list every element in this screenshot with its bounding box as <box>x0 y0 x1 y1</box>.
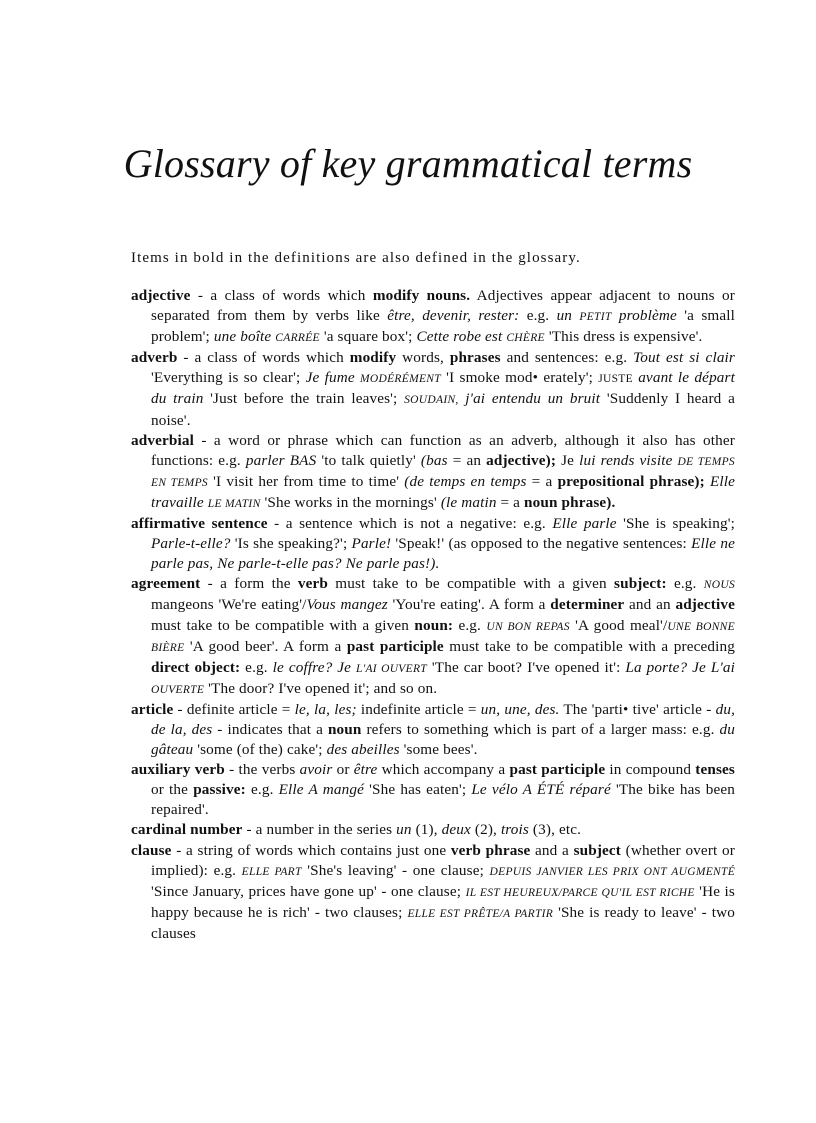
entry-term: affirmative sentence <box>131 515 268 533</box>
page-title: Glossary of key grammatical terms <box>123 141 693 186</box>
glossary-entry-adjective: adjective - a class of words which modify nouns. Adjectives appear adjacent to nouns or separated from them by verbs like être, devenir, rester: e.g. un PETIT problème 'a small problem'; une boîte CARRÉE 'a square box'; Cette robe est CHÈRE 'This dress is expensive'. <box>131 287 736 346</box>
cross-ref: modify <box>349 349 397 367</box>
entry-term: auxiliary verb <box>131 761 225 779</box>
cross-ref: direct object: <box>151 658 241 676</box>
cross-ref: past participle <box>346 637 444 655</box>
cross-ref: past participle <box>509 761 606 779</box>
cross-ref: verb <box>297 575 329 593</box>
cross-ref: determiner <box>550 596 625 614</box>
cross-ref: tenses <box>695 761 735 779</box>
cross-ref: noun <box>327 720 362 738</box>
entry-term: article <box>131 700 174 718</box>
cross-ref: prepositional phrase); <box>557 472 705 490</box>
cross-ref: adjective); <box>486 451 557 469</box>
glossary-entry-cardinal-number: cardinal number - a number in the series un (1), deux (2), trois (3), etc. <box>131 821 582 839</box>
entry-term: adverb <box>131 349 178 367</box>
cross-ref: adjective <box>675 596 736 614</box>
cross-ref: noun: <box>414 616 454 634</box>
cross-ref: subject: <box>614 575 667 593</box>
entry-term: adverbial <box>131 431 194 449</box>
entry-term: cardinal number <box>131 821 243 839</box>
cross-ref: subject <box>573 841 622 859</box>
entry-term: agreement <box>131 575 201 593</box>
glossary-entry-clause: clause - a string of words which contains just one verb phrase and a subject (whether overt or implied): e.g. ELLE PART 'She's leaving' - one clause; DEPUIS JANVIER LES PRIX ONT AUGMENTÉ 'Since January, prices have gone up' - one clause; IL EST HEUREUX/PARCE QU'IL EST RICHE 'He is happy because he is rich' - two clauses; ELLE EST PRÊTE/A PARTIR 'She is ready to leave' - two clauses <box>131 841 736 942</box>
glossary-entry-adverb: adverb - a class of words which modify words, phrases and sentences: e.g. Tout est si clair 'Everything is so clear'; Je fume MODÉRÉMENT 'I smoke mod• erately'; JUSTE avant le départ du train 'Just before the train leaves'; SOUDAIN, j'ai entendu un bruit 'Suddenly I heard a noise'. <box>131 349 735 429</box>
cross-ref: passive: <box>193 781 246 799</box>
cross-ref: phrases <box>449 349 501 367</box>
entry-term: clause <box>131 841 172 859</box>
glossary-entry-article: article - definite article = le, la, les; indefinite article = un, une, des. The 'parti• tive' article - du, de la, des - indicates that a noun refers to something which is part of a larger mass: e.g. du gâteau 'some (of the) cake'; des abeilles 'some bees'. <box>131 700 736 759</box>
entry-term: adjective <box>131 287 191 304</box>
glossary-entry-affirmative-sentence: affirmative sentence - a sentence which is not a negative: e.g. Elle parle 'She is speaking'; Parle-t-elle? 'Is she speaking?'; Parle! 'Speak!' (as opposed to the negative sentences: Elle ne parle pas, Ne parle-t-elle pas? Ne parle pas!). <box>131 515 736 573</box>
cross-ref: verb phrase <box>450 841 531 859</box>
cross-ref: noun phrase). <box>524 493 616 511</box>
cross-ref: modify nouns. <box>372 287 471 304</box>
glossary-entry-adverbial: adverbial - a word or phrase which can function as an adverb, although it also has other functions: e.g. parler BAS 'to talk quietly' (bas = an adjective); Je lui rends visite DE TEMPS EN TEMPS 'I visit her from time to time' (de temps en temps = a prepositional phrase); Elle travaille LE MATIN 'She works in the mornings' (le matin = a noun phrase). <box>131 431 736 511</box>
glossary-entries <box>131 286 735 944</box>
intro-note: Items in bold in the definitions are also defined in the glossary. <box>131 250 581 266</box>
glossary-entry-agreement: agreement - a form the verb must take to be compatible with a given subject: e.g. NOUS mangeons 'We're eating'/Vous mangez 'You're eating'. A form a determiner and an adjective must take to be compatible with a given noun: e.g. UN BON REPAS 'A good meal'/UNE BONNE BIÈRE 'A good beer'. A form a past participle must take to be compatible with a preceding direct object: e.g. le coffre? Je L'AI OUVERT 'The car boot? I've opened it': La porte? Je L'ai OUVERTE 'The door? I've opened it'; and so on. <box>131 575 736 697</box>
glossary-entry-auxiliary-verb: auxiliary verb - the verbs avoir or être which accompany a past participle in compound tenses or the passive: e.g. Elle A mangé 'She has eaten'; Le vélo A ÉTÉ réparé 'The bike has been repaired'. <box>131 761 735 819</box>
